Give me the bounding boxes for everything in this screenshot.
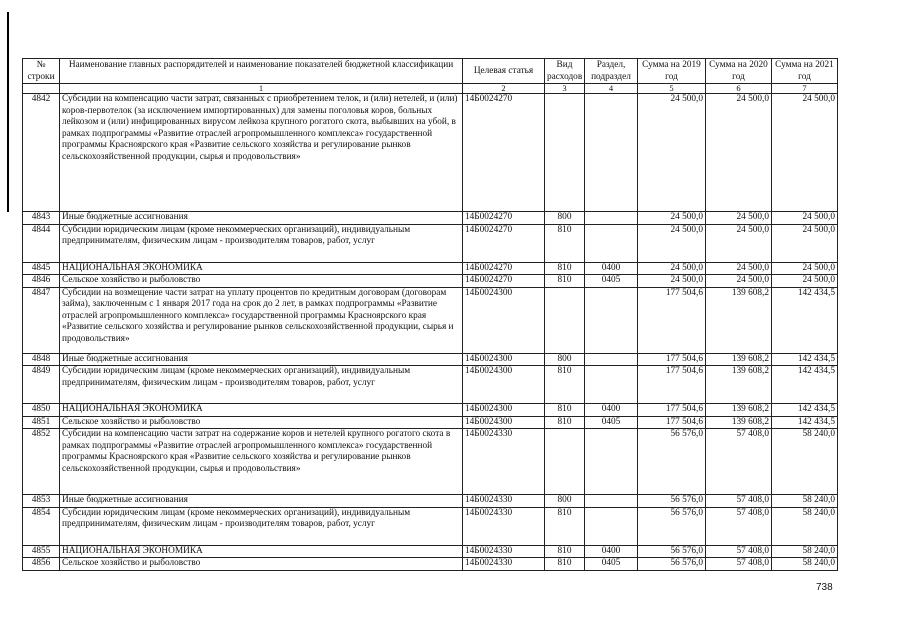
row-expense-type: 810	[545, 545, 585, 558]
row-sum-2021: 142 434,5	[772, 353, 838, 366]
row-sum-2021: 58 240,0	[772, 507, 838, 545]
row-sum-2021: 58 240,0	[772, 545, 838, 558]
header-sum-2019: Сумма на 2019 год	[638, 59, 706, 84]
table-row	[23, 94, 838, 212]
row-number: 4844	[23, 224, 60, 262]
header-sum-2021: Сумма на 2021 год	[772, 59, 838, 84]
column-number: 1	[60, 84, 463, 94]
row-expense-type: 800	[545, 353, 585, 366]
row-sum-2019: 177 504,6	[638, 353, 706, 366]
row-sum-2020: 24 500,0	[706, 94, 772, 212]
row-sum-2020: 57 408,0	[706, 545, 772, 558]
row-target-article: 14Б0024300	[463, 366, 545, 404]
row-section	[585, 429, 638, 495]
row-sum-2020: 139 608,2	[706, 287, 772, 353]
row-sum-2019: 177 504,6	[638, 366, 706, 404]
row-sum-2019: 24 500,0	[638, 212, 706, 225]
row-sum-2019: 56 576,0	[638, 507, 706, 545]
row-sum-2020: 57 408,0	[706, 429, 772, 495]
row-expense-type: 810	[545, 416, 585, 429]
row-target-article: 14Б0024330	[463, 507, 545, 545]
row-target-article: 14Б0024330	[463, 545, 545, 558]
row-target-article: 14Б0024300	[463, 416, 545, 429]
row-number: 4848	[23, 353, 60, 366]
column-number: 4	[585, 84, 638, 94]
row-section	[585, 224, 638, 262]
table-row	[23, 262, 838, 275]
row-sum-2019: 24 500,0	[638, 275, 706, 288]
row-number: 4856	[23, 558, 60, 571]
row-sum-2021: 58 240,0	[772, 495, 838, 508]
row-sum-2019: 177 504,6	[638, 287, 706, 353]
row-number: 4846	[23, 275, 60, 288]
row-number: 4845	[23, 262, 60, 275]
row-sum-2021: 24 500,0	[772, 275, 838, 288]
row-target-article: 14Б0024300	[463, 287, 545, 353]
row-name: НАЦИОНАЛЬНАЯ ЭКОНОМИКА	[60, 262, 463, 275]
row-expense-type: 810	[545, 404, 585, 417]
row-sum-2019: 56 576,0	[638, 429, 706, 495]
row-section	[585, 495, 638, 508]
header-sum-2020: Сумма на 2020 год	[706, 59, 772, 84]
header-row	[23, 59, 838, 84]
row-sum-2019: 24 500,0	[638, 262, 706, 275]
table-row	[23, 404, 838, 417]
row-expense-type: 810	[545, 224, 585, 262]
column-number: 2	[463, 84, 545, 94]
row-sum-2019: 24 500,0	[638, 94, 706, 212]
column-number: 5	[638, 84, 706, 94]
header-section: Раздел, подраздел	[585, 59, 638, 84]
row-number: 4853	[23, 495, 60, 508]
row-sum-2020: 139 608,2	[706, 404, 772, 417]
row-target-article: 14Б0024270	[463, 275, 545, 288]
header-target-article: Целевая статья	[463, 59, 545, 84]
row-name: Сельское хозяйство и рыболовство	[60, 275, 463, 288]
row-expense-type: 810	[545, 507, 585, 545]
row-name: Сельское хозяйство и рыболовство	[60, 416, 463, 429]
row-sum-2021: 142 434,5	[772, 366, 838, 404]
table-row	[23, 558, 838, 571]
row-number: 4850	[23, 404, 60, 417]
row-sum-2020: 57 408,0	[706, 558, 772, 571]
header-expense-type: Вид расходов	[545, 59, 585, 84]
table-row	[23, 429, 838, 495]
row-number: 4855	[23, 545, 60, 558]
row-expense-type: 810	[545, 275, 585, 288]
column-number	[23, 84, 60, 94]
row-section: 0405	[585, 416, 638, 429]
row-sum-2021: 142 434,5	[772, 416, 838, 429]
row-expense-type: 800	[545, 495, 585, 508]
row-number: 4843	[23, 212, 60, 225]
row-number: 4851	[23, 416, 60, 429]
row-sum-2020: 24 500,0	[706, 275, 772, 288]
row-sum-2020: 24 500,0	[706, 212, 772, 225]
row-target-article: 14Б0024300	[463, 353, 545, 366]
row-sum-2020: 57 408,0	[706, 495, 772, 508]
row-name: Иные бюджетные ассигнования	[60, 353, 463, 366]
row-sum-2020: 139 608,2	[706, 416, 772, 429]
row-name: НАЦИОНАЛЬНАЯ ЭКОНОМИКА	[60, 545, 463, 558]
table-row	[23, 275, 838, 288]
row-sum-2019: 56 576,0	[638, 545, 706, 558]
column-number: 6	[706, 84, 772, 94]
header-row-number: № строки	[23, 59, 60, 84]
row-section: 0400	[585, 404, 638, 417]
row-section	[585, 287, 638, 353]
row-section	[585, 366, 638, 404]
row-expense-type	[545, 94, 585, 212]
table-row	[23, 224, 838, 262]
table-row	[23, 287, 838, 353]
row-name: Субсидии юридическим лицам (кроме некоммерческих организаций), индивидуальным предпринимателям, физическим лицам - производителям товаров, работ, услуг	[60, 224, 463, 262]
row-expense-type: 810	[545, 366, 585, 404]
row-target-article: 14Б0024270	[463, 94, 545, 212]
table-row	[23, 545, 838, 558]
row-sum-2021: 24 500,0	[772, 212, 838, 225]
row-name: Субсидии на возмещение части затрат на уплату процентов по кредитным договорам (договорам займа), заключенным с 1 января 2017 года на срок до 2 лет, в рамках подпрограммы «Развитие отраслей агропромышленного комплекса» государственной программы Красноярского края «Развитие сельского хозяйства и регулирование рынков сельскохозяйственной продукции, сырья и продовольствия»	[60, 287, 463, 353]
row-sum-2021: 142 434,5	[772, 404, 838, 417]
row-name: Субсидии на компенсацию части затрат, связанных с приобретением телок, и (или) нетелей, и (или) коров-первотелок (за исключением импортированных) для замены поголовья коров, больных лейкозом и (или) инфицированных вирусом лейкоза крупного рогатого скота, выбывших на убой, в рамках подпрограммы «Развитие отраслей агропромышленного комплекса» государственной программы Красноярского края «Развитие сельского хозяйства и регулирование рынков сельскохозяйственной продукции, сырья и продовольствия»	[60, 94, 463, 212]
row-target-article: 14Б0024300	[463, 404, 545, 417]
row-number: 4854	[23, 507, 60, 545]
margin-rule	[7, 12, 9, 212]
row-sum-2019: 177 504,6	[638, 404, 706, 417]
row-section	[585, 507, 638, 545]
row-sum-2019: 24 500,0	[638, 224, 706, 262]
row-target-article: 14Б0024270	[463, 262, 545, 275]
row-name: Субсидии на компенсацию части затрат на содержание коров и нетелей крупного рогатого скота в рамках подпрограммы «Развитие отраслей агропромышленного комплекса» государственной программы Красноярского края «Развитие сельского хозяйства и регулирование рынков сельскохозяйственной продукции, сырья и продовольствия»	[60, 429, 463, 495]
row-expense-type	[545, 429, 585, 495]
row-sum-2021: 24 500,0	[772, 262, 838, 275]
row-number: 4852	[23, 429, 60, 495]
row-name: Сельское хозяйство и рыболовство	[60, 558, 463, 571]
column-number: 7	[772, 84, 838, 94]
row-sum-2020: 57 408,0	[706, 507, 772, 545]
row-name: Иные бюджетные ассигнования	[60, 495, 463, 508]
row-section	[585, 212, 638, 225]
page-number: 738	[816, 582, 833, 593]
row-name: Иные бюджетные ассигнования	[60, 212, 463, 225]
row-sum-2021: 24 500,0	[772, 94, 838, 212]
row-number: 4849	[23, 366, 60, 404]
table-row	[23, 353, 838, 366]
row-expense-type: 810	[545, 558, 585, 571]
row-section: 0405	[585, 275, 638, 288]
row-expense-type: 800	[545, 212, 585, 225]
row-sum-2021: 58 240,0	[772, 558, 838, 571]
row-target-article: 14Б0024270	[463, 224, 545, 262]
row-target-article: 14Б0024330	[463, 495, 545, 508]
row-target-article: 14Б0024330	[463, 429, 545, 495]
column-number: 3	[545, 84, 585, 94]
row-sum-2020: 24 500,0	[706, 262, 772, 275]
budget-table	[22, 58, 838, 571]
row-sum-2020: 139 608,2	[706, 366, 772, 404]
column-number-row	[23, 84, 838, 94]
table-row	[23, 212, 838, 225]
row-expense-type	[545, 287, 585, 353]
row-sum-2019: 177 504,6	[638, 416, 706, 429]
row-target-article: 14Б0024330	[463, 558, 545, 571]
table-row	[23, 507, 838, 545]
row-target-article: 14Б0024270	[463, 212, 545, 225]
header-name: Наименование главных распорядителей и наименование показателей бюджетной классификации	[60, 59, 463, 84]
row-section	[585, 94, 638, 212]
table-row	[23, 416, 838, 429]
row-name: НАЦИОНАЛЬНАЯ ЭКОНОМИКА	[60, 404, 463, 417]
row-name: Субсидии юридическим лицам (кроме некоммерческих организаций), индивидуальным предпринимателям, физическим лицам - производителям товаров, работ, услуг	[60, 507, 463, 545]
row-number: 4842	[23, 94, 60, 212]
row-sum-2020: 139 608,2	[706, 353, 772, 366]
row-sum-2019: 56 576,0	[638, 558, 706, 571]
row-section: 0400	[585, 545, 638, 558]
table-row	[23, 366, 838, 404]
row-sum-2021: 142 434,5	[772, 287, 838, 353]
row-number: 4847	[23, 287, 60, 353]
row-sum-2021: 24 500,0	[772, 224, 838, 262]
row-sum-2019: 56 576,0	[638, 495, 706, 508]
table-row	[23, 495, 838, 508]
row-expense-type: 810	[545, 262, 585, 275]
row-section: 0405	[585, 558, 638, 571]
row-sum-2021: 58 240,0	[772, 429, 838, 495]
row-section: 0400	[585, 262, 638, 275]
row-sum-2020: 24 500,0	[706, 224, 772, 262]
row-name: Субсидии юридическим лицам (кроме некоммерческих организаций), индивидуальным предпринимателям, физическим лицам - производителям товаров, работ, услуг	[60, 366, 463, 404]
row-section	[585, 353, 638, 366]
